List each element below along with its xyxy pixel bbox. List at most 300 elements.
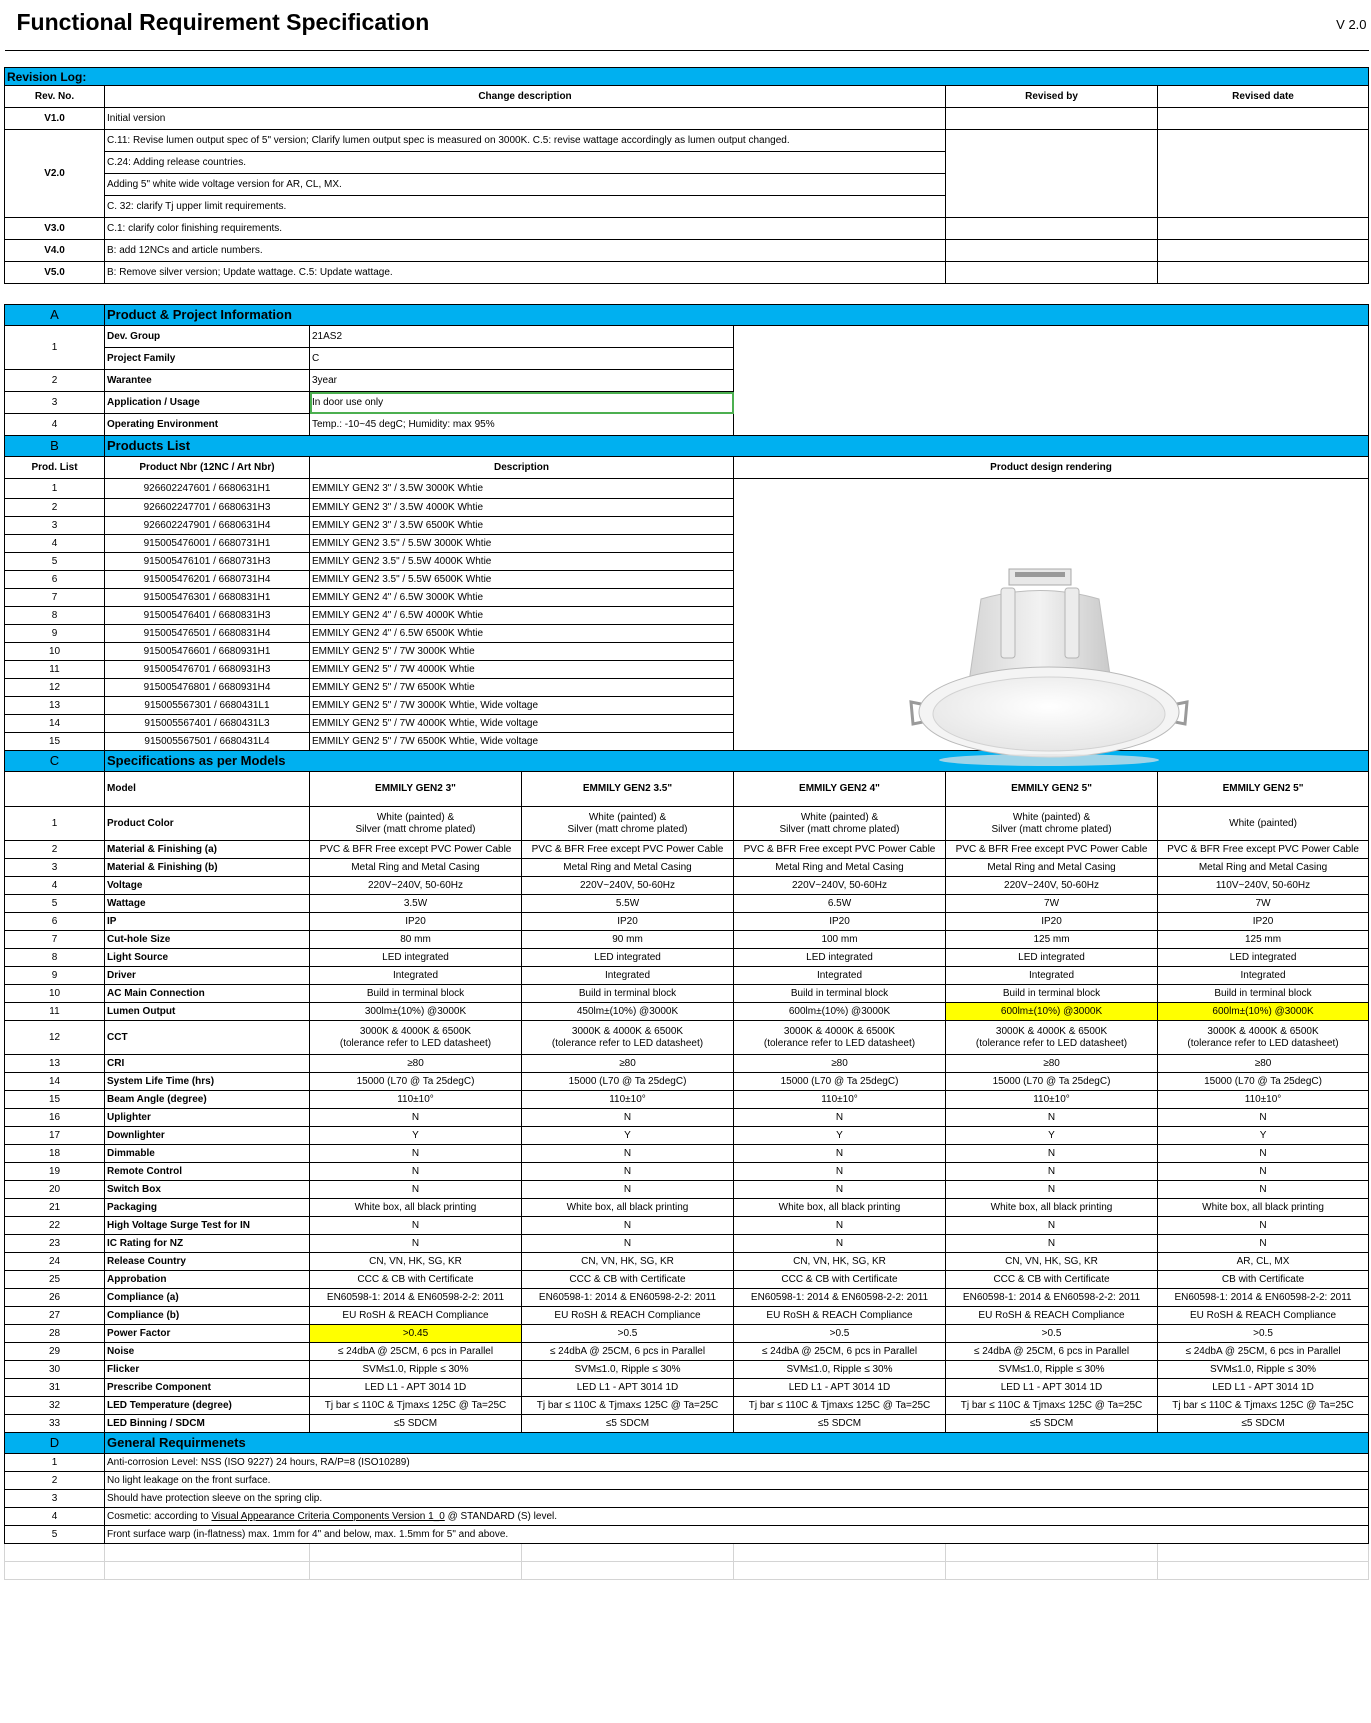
product-desc[interactable]: EMMILY GEN2 5" / 7W 4000K Whtie [310,661,734,679]
spec-value[interactable]: PVC & BFR Free except PVC Power Cable [310,841,522,859]
spec-num: 4 [5,877,105,895]
product-nbr[interactable]: 915005476401 / 6680831H3 [105,607,310,625]
revision-row [5,108,1369,130]
spec-value[interactable]: 110±10° [522,1091,734,1109]
spec-value[interactable]: Build in terminal block [1158,985,1369,1003]
spec-label: Material & Finishing (b) [105,859,310,877]
rev-date [1158,240,1369,262]
page-title [5,0,1158,51]
spec-value[interactable]: N [310,1109,522,1127]
product-nbr[interactable]: 915005476101 / 6680731H3 [105,553,310,571]
spec-num: 8 [5,949,105,967]
spec-value[interactable]: >0.5 [734,1325,946,1343]
spec-row [5,1307,1369,1325]
spec-num: 16 [5,1109,105,1127]
spec-value[interactable]: 100 mm [734,931,946,949]
spec-value[interactable]: LED L1 - APT 3014 1D [734,1379,946,1397]
spec-value[interactable]: SVM≤1.0, Ripple ≤ 30% [734,1361,946,1379]
criteria-link[interactable]: Visual Appearance Criteria Components Version 1_0 [211,1510,445,1522]
rev-no: V4.0 [5,240,105,262]
spec-value[interactable]: 15000 (L70 @ Ta 25degC) [1158,1073,1369,1091]
product-desc[interactable]: EMMILY GEN2 5" / 7W 3000K Whtie [310,643,734,661]
product-nbr[interactable]: 926602247701 / 6680631H3 [105,499,310,517]
spec-value[interactable]: 220V~240V, 50-60Hz [522,877,734,895]
empty-row [5,1562,1369,1580]
spec-value[interactable]: Y [734,1127,946,1145]
product-index: 1 [5,479,105,499]
spec-value[interactable]: EU RoSH & REACH Compliance [310,1307,522,1325]
color-line-1: White (painted) & [1012,811,1091,823]
spec-value[interactable]: 6.5W [734,895,946,913]
spec-value[interactable]: LED integrated [310,949,522,967]
rev-by [946,130,1158,218]
spec-label: LED Binning / SDCM [105,1415,310,1433]
products-header [5,457,1369,479]
spec-value[interactable]: Metal Ring and Metal Casing [946,859,1158,877]
spec-value[interactable]: ≤ 24dbA @ 25CM, 6 pcs in Parallel [310,1343,522,1361]
spec-label: Packaging [105,1199,310,1217]
spec-value[interactable]: EN60598-1: 2014 & EN60598-2-2: 2011 [1158,1289,1369,1307]
requirement-text[interactable]: No light leakage on the front surface. [105,1472,1369,1490]
spec-value[interactable]: 15000 (L70 @ Ta 25degC) [522,1073,734,1091]
info-num: 2 [5,370,105,392]
spec-label: Power Factor [105,1325,310,1343]
spec-value[interactable]: EU RoSH & REACH Compliance [946,1307,1158,1325]
product-nbr[interactable]: 915005567301 / 6680431L1 [105,697,310,715]
product-desc[interactable]: EMMILY GEN2 4" / 6.5W 3000K Whtie [310,589,734,607]
spec-value[interactable]: N [734,1181,946,1199]
product-desc[interactable]: EMMILY GEN2 5" / 7W 6500K Whtie [310,679,734,697]
spec-label: System Life Time (hrs) [105,1073,310,1091]
model-name: EMMILY GEN2 3.5" [522,772,734,807]
spec-value[interactable]: 220V~240V, 50-60Hz [310,877,522,895]
spec-value[interactable]: 110±10° [310,1091,522,1109]
model-name: EMMILY GEN2 4" [734,772,946,807]
rev-desc: C.11: Revise lumen output spec of 5" version; Clarify lumen output spec is measured on 3000K. C.5: revise wattage accordingly as lumen output changed. [105,130,946,152]
spec-value[interactable]: ≥80 [734,1055,946,1073]
spec-value[interactable]: CCC & CB with Certificate [734,1271,946,1289]
spec-num: 17 [5,1127,105,1145]
product-nbr[interactable]: 915005476301 / 6680831H1 [105,589,310,607]
rev-desc: Adding 5" white wide voltage version for AR, CL, MX. [105,174,946,196]
spec-value[interactable]: CN, VN, HK, SG, KR [522,1253,734,1271]
product-nbr[interactable]: 915005476801 / 6680931H4 [105,679,310,697]
rev-no: V5.0 [5,262,105,284]
spec-value[interactable]: IP20 [522,913,734,931]
spec-value[interactable]: EN60598-1: 2014 & EN60598-2-2: 2011 [522,1289,734,1307]
empty-cell [5,1544,105,1562]
spec-value[interactable]: CN, VN, HK, SG, KR [946,1253,1158,1271]
spec-value[interactable]: Build in terminal block [734,985,946,1003]
rev-by [946,218,1158,240]
spec-value[interactable]: AR, CL, MX [1158,1253,1369,1271]
product-desc[interactable]: EMMILY GEN2 3.5" / 5.5W 4000K Whtie [310,553,734,571]
spec-value[interactable]: LED L1 - APT 3014 1D [1158,1379,1369,1397]
product-desc[interactable]: EMMILY GEN2 3" / 3.5W 3000K Whtie [310,479,734,499]
spec-value[interactable]: LED integrated [734,949,946,967]
rev-desc: C. 32: clarify Tj upper limit requirements. [105,196,946,218]
spec-value[interactable]: N [946,1163,1158,1181]
spec-value[interactable]: >0.5 [522,1325,734,1343]
spec-value[interactable]: N [734,1217,946,1235]
spec-row [5,877,1369,895]
spec-value[interactable]: Integrated [946,967,1158,985]
spec-value[interactable]: Tj bar ≤ 110C & Tjmax≤ 125C @ Ta=25C [734,1397,946,1415]
spec-value[interactable] [734,807,946,841]
spec-value[interactable]: Metal Ring and Metal Casing [1158,859,1369,877]
product-index: 15 [5,733,105,751]
section-title: Specifications as per Models [105,751,1369,772]
spec-value[interactable]: IP20 [1158,913,1369,931]
spec-value[interactable]: ≤5 SDCM [1158,1415,1369,1433]
info-label: Project Family [105,348,310,370]
product-nbr[interactable]: 926602247601 / 6680631H1 [105,479,310,499]
spec-value[interactable]: N [522,1109,734,1127]
spec-value[interactable]: N [1158,1181,1369,1199]
spec-value[interactable]: PVC & BFR Free except PVC Power Cable [946,841,1158,859]
spec-value[interactable]: ≥80 [946,1055,1158,1073]
spec-value[interactable]: Y [1158,1127,1369,1145]
spec-value[interactable] [522,1021,734,1055]
product-nbr[interactable]: 915005476701 / 6680931H3 [105,661,310,679]
requirement-text[interactable]: Anti-corrosion Level: NSS (ISO 9227) 24 hours, RA/P=8 (ISO10289) [105,1454,1369,1472]
revision-log-label: Revision Log: [5,68,1369,86]
requirement-num: 3 [5,1490,105,1508]
requirement-num: 4 [5,1508,105,1526]
spec-value[interactable]: N [1158,1109,1369,1127]
spec-value[interactable]: White box, all black printing [1158,1199,1369,1217]
product-nbr[interactable]: 915005567401 / 6680431L3 [105,715,310,733]
spec-value[interactable] [310,807,522,841]
spec-value[interactable]: IP20 [310,913,522,931]
color-line-2: Silver (matt chrome plated) [567,823,688,835]
spec-value[interactable]: 80 mm [310,931,522,949]
spec-value[interactable]: N [1158,1145,1369,1163]
spec-value[interactable] [734,1021,946,1055]
spec-value[interactable]: N [522,1145,734,1163]
spec-value[interactable]: LED integrated [1158,949,1369,967]
spec-value[interactable]: IP20 [734,913,946,931]
spec-value[interactable]: 110V~240V, 50-60Hz [1158,877,1369,895]
spec-value[interactable]: White box, all black printing [310,1199,522,1217]
spec-row [5,1163,1369,1181]
spec-value[interactable]: N [522,1163,734,1181]
spec-num: 15 [5,1091,105,1109]
spec-value[interactable]: N [946,1217,1158,1235]
spec-value[interactable]: 600lm±(10%) @3000K [1158,1003,1369,1021]
spec-value[interactable]: 110±10° [946,1091,1158,1109]
spec-value[interactable]: Build in terminal block [946,985,1158,1003]
spec-value[interactable]: Y [310,1127,522,1145]
spec-num: 10 [5,985,105,1003]
requirement-text[interactable] [105,1508,1369,1526]
spec-num: 32 [5,1397,105,1415]
info-value[interactable]: Temp.: -10~45 degC; Humidity: max 95% [310,414,734,436]
requirement-text[interactable]: Front surface warp (in-flatness) max. 1mm for 4" and below, max. 1.5mm for 5" and above. [105,1526,1369,1544]
spec-value[interactable]: PVC & BFR Free except PVC Power Cable [734,841,946,859]
product-desc[interactable]: EMMILY GEN2 3" / 3.5W 6500K Whtie [310,517,734,535]
spec-value[interactable] [522,807,734,841]
spec-value[interactable]: Integrated [734,967,946,985]
spec-value[interactable]: 110±10° [1158,1091,1369,1109]
spec-value[interactable]: IP20 [946,913,1158,931]
spec-label: Cut-hole Size [105,931,310,949]
spec-value[interactable]: N [1158,1163,1369,1181]
spec-value[interactable]: Build in terminal block [522,985,734,1003]
spec-value[interactable]: ≤ 24dbA @ 25CM, 6 pcs in Parallel [946,1343,1158,1361]
spec-value[interactable]: Integrated [1158,967,1369,985]
color-line-1: White (painted) & [800,811,879,823]
spec-value[interactable]: EU RoSH & REACH Compliance [734,1307,946,1325]
spec-value[interactable]: EN60598-1: 2014 & EN60598-2-2: 2011 [310,1289,522,1307]
spec-value[interactable]: ≤ 24dbA @ 25CM, 6 pcs in Parallel [1158,1343,1369,1361]
spec-row [5,1271,1369,1289]
spec-label: Driver [105,967,310,985]
spec-value[interactable]: SVM≤1.0, Ripple ≤ 30% [946,1361,1158,1379]
spec-value[interactable]: N [310,1235,522,1253]
product-nbr[interactable]: 915005567501 / 6680431L4 [105,733,310,751]
info-label: Operating Environment [105,414,310,436]
spec-label: CCT [105,1021,310,1055]
spec-value[interactable]: N [522,1235,734,1253]
spacer-row [5,51,1369,68]
spec-value[interactable]: 125 mm [946,931,1158,949]
spec-value[interactable]: 15000 (L70 @ Ta 25degC) [310,1073,522,1091]
spec-value[interactable]: CN, VN, HK, SG, KR [734,1253,946,1271]
product-index: 3 [5,517,105,535]
product-desc[interactable]: EMMILY GEN2 5" / 7W 6500K Whtie, Wide voltage [310,733,734,751]
rev-desc: C.24: Adding release countries. [105,152,946,174]
spec-value[interactable]: SVM≤1.0, Ripple ≤ 30% [1158,1361,1369,1379]
spec-value[interactable]: EU RoSH & REACH Compliance [522,1307,734,1325]
spec-value[interactable]: CB with Certificate [1158,1271,1369,1289]
spec-value[interactable]: EN60598-1: 2014 & EN60598-2-2: 2011 [946,1289,1158,1307]
spec-value[interactable]: N [1158,1235,1369,1253]
spec-value[interactable]: CCC & CB with Certificate [946,1271,1158,1289]
spec-value[interactable]: N [946,1145,1158,1163]
spec-value[interactable]: 90 mm [522,931,734,949]
spec-value[interactable] [946,807,1158,841]
product-desc[interactable]: EMMILY GEN2 3.5" / 5.5W 6500K Whtie [310,571,734,589]
spec-value[interactable]: N [734,1145,946,1163]
product-desc[interactable]: EMMILY GEN2 3" / 3.5W 4000K Whtie [310,499,734,517]
spec-value[interactable]: LED L1 - APT 3014 1D [946,1379,1158,1397]
spec-value[interactable]: N [1158,1217,1369,1235]
product-desc[interactable]: EMMILY GEN2 4" / 6.5W 6500K Whtie [310,625,734,643]
spec-value[interactable]: Y [522,1127,734,1145]
spec-value[interactable]: White box, all black printing [734,1199,946,1217]
spec-value[interactable]: Tj bar ≤ 110C & Tjmax≤ 125C @ Ta=25C [522,1397,734,1415]
spec-value[interactable]: 5.5W [522,895,734,913]
empty-cell [310,1562,522,1580]
spec-value[interactable]: Integrated [310,967,522,985]
spec-value[interactable]: 600lm±(10%) @3000K [734,1003,946,1021]
spec-value[interactable]: 300lm±(10%) @3000K [310,1003,522,1021]
product-nbr[interactable]: 915005476201 / 6680731H4 [105,571,310,589]
rev-by [946,240,1158,262]
spec-label: Compliance (b) [105,1307,310,1325]
spec-value[interactable]: >0.45 [310,1325,522,1343]
spec-value[interactable] [310,1021,522,1055]
spec-value[interactable] [1158,1021,1369,1055]
spec-value[interactable]: 220V~240V, 50-60Hz [946,877,1158,895]
spec-value[interactable]: ≥80 [1158,1055,1369,1073]
spec-label: Lumen Output [105,1003,310,1021]
spec-value[interactable]: 15000 (L70 @ Ta 25degC) [734,1073,946,1091]
info-label: Warantee [105,370,310,392]
revision-log-header [5,86,1369,108]
product-index: 7 [5,589,105,607]
spec-value[interactable]: LED integrated [946,949,1158,967]
spec-value[interactable]: ≤5 SDCM [522,1415,734,1433]
spec-value[interactable]: 125 mm [1158,931,1369,949]
spec-value[interactable]: CN, VN, HK, SG, KR [310,1253,522,1271]
spec-value[interactable]: N [946,1181,1158,1199]
empty-cell [522,1544,734,1562]
spec-row [5,1145,1369,1163]
spec-value[interactable]: N [734,1109,946,1127]
spec-value[interactable]: Tj bar ≤ 110C & Tjmax≤ 125C @ Ta=25C [1158,1397,1369,1415]
spec-value[interactable]: ≥80 [522,1055,734,1073]
spec-value[interactable]: Tj bar ≤ 110C & Tjmax≤ 125C @ Ta=25C [310,1397,522,1415]
rev-no: V3.0 [5,218,105,240]
spec-value[interactable]: EU RoSH & REACH Compliance [1158,1307,1369,1325]
spec-value[interactable]: White box, all black printing [946,1199,1158,1217]
spec-value[interactable] [1158,807,1369,841]
product-nbr[interactable]: 926602247901 / 6680631H4 [105,517,310,535]
spec-value[interactable]: N [734,1163,946,1181]
spec-value[interactable]: N [310,1181,522,1199]
spec-value[interactable]: PVC & BFR Free except PVC Power Cable [522,841,734,859]
spec-value[interactable]: 600lm±(10%) @3000K [946,1003,1158,1021]
cct-line-1: 3000K & 4000K & 6500K [995,1025,1108,1037]
product-index: 2 [5,499,105,517]
empty-cell [1158,1544,1369,1562]
spec-value[interactable]: N [310,1217,522,1235]
spec-row [5,1379,1369,1397]
info-value[interactable]: C [310,348,734,370]
spec-value[interactable]: ≤5 SDCM [310,1415,522,1433]
spec-value[interactable]: LED L1 - APT 3014 1D [522,1379,734,1397]
rev-desc: B: add 12NCs and article numbers. [105,240,946,262]
spec-row [5,807,1369,841]
product-desc[interactable]: EMMILY GEN2 5" / 7W 3000K Whtie, Wide voltage [310,697,734,715]
spec-value[interactable]: N [946,1235,1158,1253]
spec-value[interactable]: ≤ 24dbA @ 25CM, 6 pcs in Parallel [734,1343,946,1361]
spec-value[interactable]: N [310,1145,522,1163]
spec-value[interactable]: 110±10° [734,1091,946,1109]
spec-label: Noise [105,1343,310,1361]
info-label: Application / Usage [105,392,310,414]
spec-value[interactable]: 450lm±(10%) @3000K [522,1003,734,1021]
header-rev: Rev. No. [5,86,105,108]
product-desc[interactable]: EMMILY GEN2 3.5" / 5.5W 3000K Whtie [310,535,734,553]
spec-num: 1 [5,807,105,841]
selected-cell[interactable]: In door use only [310,392,734,414]
spec-num: 14 [5,1073,105,1091]
spec-value[interactable]: Build in terminal block [310,985,522,1003]
spec-row [5,1181,1369,1199]
spec-value[interactable]: Y [946,1127,1158,1145]
product-nbr[interactable]: 915005476601 / 6680931H1 [105,643,310,661]
spec-value[interactable]: White box, all black printing [522,1199,734,1217]
product-desc[interactable]: EMMILY GEN2 5" / 7W 4000K Whtie, Wide voltage [310,715,734,733]
info-value[interactable]: 21AS2 [310,326,734,348]
spec-label: Wattage [105,895,310,913]
spec-value[interactable]: SVM≤1.0, Ripple ≤ 30% [310,1361,522,1379]
spec-value[interactable]: Metal Ring and Metal Casing [522,859,734,877]
spec-value[interactable]: ≤ 24dbA @ 25CM, 6 pcs in Parallel [522,1343,734,1361]
spec-value[interactable]: N [310,1163,522,1181]
spec-value[interactable]: N [522,1217,734,1235]
empty-cell [310,1544,522,1562]
spec-num: 33 [5,1415,105,1433]
cct-line-1: 3000K & 4000K & 6500K [571,1025,684,1037]
spec-value[interactable]: Tj bar ≤ 110C & Tjmax≤ 125C @ Ta=25C [946,1397,1158,1415]
spec-value[interactable]: SVM≤1.0, Ripple ≤ 30% [522,1361,734,1379]
spec-num: 13 [5,1055,105,1073]
requirement-num: 1 [5,1454,105,1472]
product-nbr[interactable]: 915005476501 / 6680831H4 [105,625,310,643]
spec-value[interactable]: ≥80 [310,1055,522,1073]
spec-row [5,949,1369,967]
spec-value[interactable]: N [734,1235,946,1253]
spec-value[interactable]: >0.5 [946,1325,1158,1343]
spec-value[interactable]: CCC & CB with Certificate [310,1271,522,1289]
spec-label: CRI [105,1055,310,1073]
spec-value[interactable]: N [522,1181,734,1199]
spec-value[interactable]: LED integrated [522,949,734,967]
section-title: Products List [105,436,1369,457]
product-row [5,479,1369,499]
info-blank-area [734,326,1369,436]
spec-value[interactable]: EN60598-1: 2014 & EN60598-2-2: 2011 [734,1289,946,1307]
spec-value[interactable]: LED L1 - APT 3014 1D [310,1379,522,1397]
spec-value[interactable]: Integrated [522,967,734,985]
product-desc[interactable]: EMMILY GEN2 4" / 6.5W 4000K Whtie [310,607,734,625]
spec-num: 9 [5,967,105,985]
requirement-num: 5 [5,1526,105,1544]
color-line-2: Silver (matt chrome plated) [779,823,900,835]
spec-value[interactable]: 7W [1158,895,1369,913]
product-nbr[interactable]: 915005476001 / 6680731H1 [105,535,310,553]
spec-value[interactable]: Metal Ring and Metal Casing [310,859,522,877]
requirement-text[interactable]: Should have protection sleeve on the spring clip. [105,1490,1369,1508]
empty-cell [946,1562,1158,1580]
spec-num: 23 [5,1235,105,1253]
spec-num: 19 [5,1163,105,1181]
spec-value[interactable]: ≤5 SDCM [734,1415,946,1433]
spec-label: Switch Box [105,1181,310,1199]
spec-value[interactable] [946,1021,1158,1055]
spec-value[interactable]: PVC & BFR Free except PVC Power Cable [1158,841,1369,859]
empty-cell [1158,1562,1369,1580]
spec-value[interactable]: >0.5 [1158,1325,1369,1343]
info-row [5,326,1369,348]
spec-value[interactable]: 7W [946,895,1158,913]
spec-value[interactable]: 220V~240V, 50-60Hz [734,877,946,895]
spec-value[interactable]: Metal Ring and Metal Casing [734,859,946,877]
spec-value[interactable]: 3.5W [310,895,522,913]
spec-value[interactable]: CCC & CB with Certificate [522,1271,734,1289]
spec-value[interactable]: ≤5 SDCM [946,1415,1158,1433]
empty-cell [5,1562,105,1580]
product-index: 10 [5,643,105,661]
info-value[interactable]: 3year [310,370,734,392]
spec-value[interactable]: N [946,1109,1158,1127]
spec-value[interactable]: 15000 (L70 @ Ta 25degC) [946,1073,1158,1091]
requirement-row [5,1490,1369,1508]
